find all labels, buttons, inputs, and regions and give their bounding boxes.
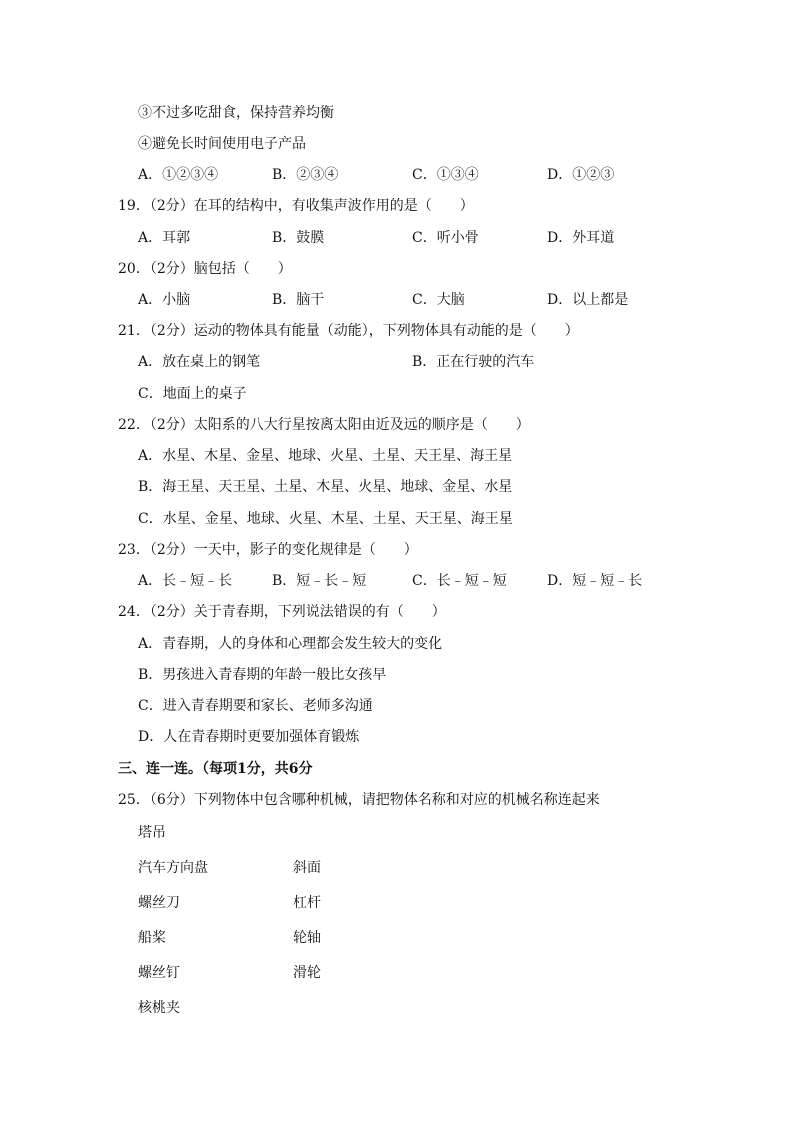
q24-option-c: C．进入青春期要和家长、老师多沟通 [138,698,373,714]
q19-option-b: B．鼓膜 [272,230,325,246]
q25-machine-3: 轮轴 [293,930,321,946]
q25-stem: 25．（6分）下列物体中包含哪种机械，请把物体名称和对应的机械名称连起来 [118,792,600,808]
q18-item-3: ③不过多吃甜食，保持营养均衡 [138,105,334,121]
q19-option-a: A．耳郭 [138,230,191,246]
q25-object-4: 船桨 [138,930,166,946]
q25-machine-1: 斜面 [293,860,321,876]
q18-option-d: D．①②③ [547,167,615,183]
section-3-heading: 三、连一连。（每项1分，共6分 [118,761,313,777]
q22-stem: 22．（2分）太阳系的八大行星按离太阳由近及远的顺序是（ ） [118,417,530,433]
q21-stem: 21．（2分）运动的物体具有能量（动能），下列物体具有动能的是（ ） [118,323,579,339]
q20-option-d: D．以上都是 [547,292,629,308]
q20-option-b: B．脑干 [272,292,325,308]
q24-option-a: A．青春期，人的身体和心理都会发生较大的变化 [138,636,443,652]
q24-option-d: D．人在青春期时更要加强体育锻炼 [138,729,360,745]
q19-option-c: C．听小骨 [412,230,479,246]
q21-option-b: B．正在行驶的汽车 [412,354,535,370]
q20-option-a: A．小脑 [138,292,191,308]
q23-stem: 23．（2分）一天中，影子的变化规律是（ ） [118,542,418,558]
q19-option-d: D．外耳道 [547,230,615,246]
q20-option-c: C．大脑 [412,292,465,308]
q22-option-c: C．水星、金星、地球、火星、木星、土星、天王星、海王星 [138,511,513,527]
q23-option-d: D．短﹣短﹣长 [547,573,643,589]
q18-option-b: B．②③④ [272,167,339,183]
q18-item-4: ④避免长时间使用电子产品 [138,136,306,152]
q22-option-b: B．海王星、天王星、土星、木星、火星、地球、金星、水星 [138,479,513,495]
q25-object-3: 螺丝刀 [138,895,180,911]
q19-stem: 19．（2分）在耳的结构中，有收集声波作用的是（ ） [118,198,474,214]
q18-option-a: A．①②③④ [138,167,219,183]
q25-object-2: 汽车方向盘 [138,860,208,876]
q25-object-1: 塔吊 [138,825,166,841]
q21-option-a: A．放在桌上的钢笔 [138,354,261,370]
q23-option-b: B．短﹣长﹣短 [272,573,367,589]
q23-option-c: C．长﹣短﹣短 [412,573,507,589]
q25-machine-4: 滑轮 [293,965,321,981]
q25-object-6: 核桃夹 [138,1000,180,1016]
q18-option-c: C．①③④ [412,167,479,183]
q24-stem: 24．（2分）关于青春期，下列说法错误的有（ ） [118,604,446,620]
q22-option-a: A．水星、木星、金星、地球、火星、土星、天王星、海王星 [138,448,513,464]
q20-stem: 20．（2分）脑包括（ ） [118,261,292,277]
q25-machine-2: 杠杆 [293,895,321,911]
q21-option-c: C．地面上的桌子 [138,386,247,402]
q24-option-b: B．男孩进入青春期的年龄一般比女孩早 [138,667,387,683]
q23-option-a: A．长﹣短﹣长 [138,573,233,589]
q25-object-5: 螺丝钉 [138,965,180,981]
